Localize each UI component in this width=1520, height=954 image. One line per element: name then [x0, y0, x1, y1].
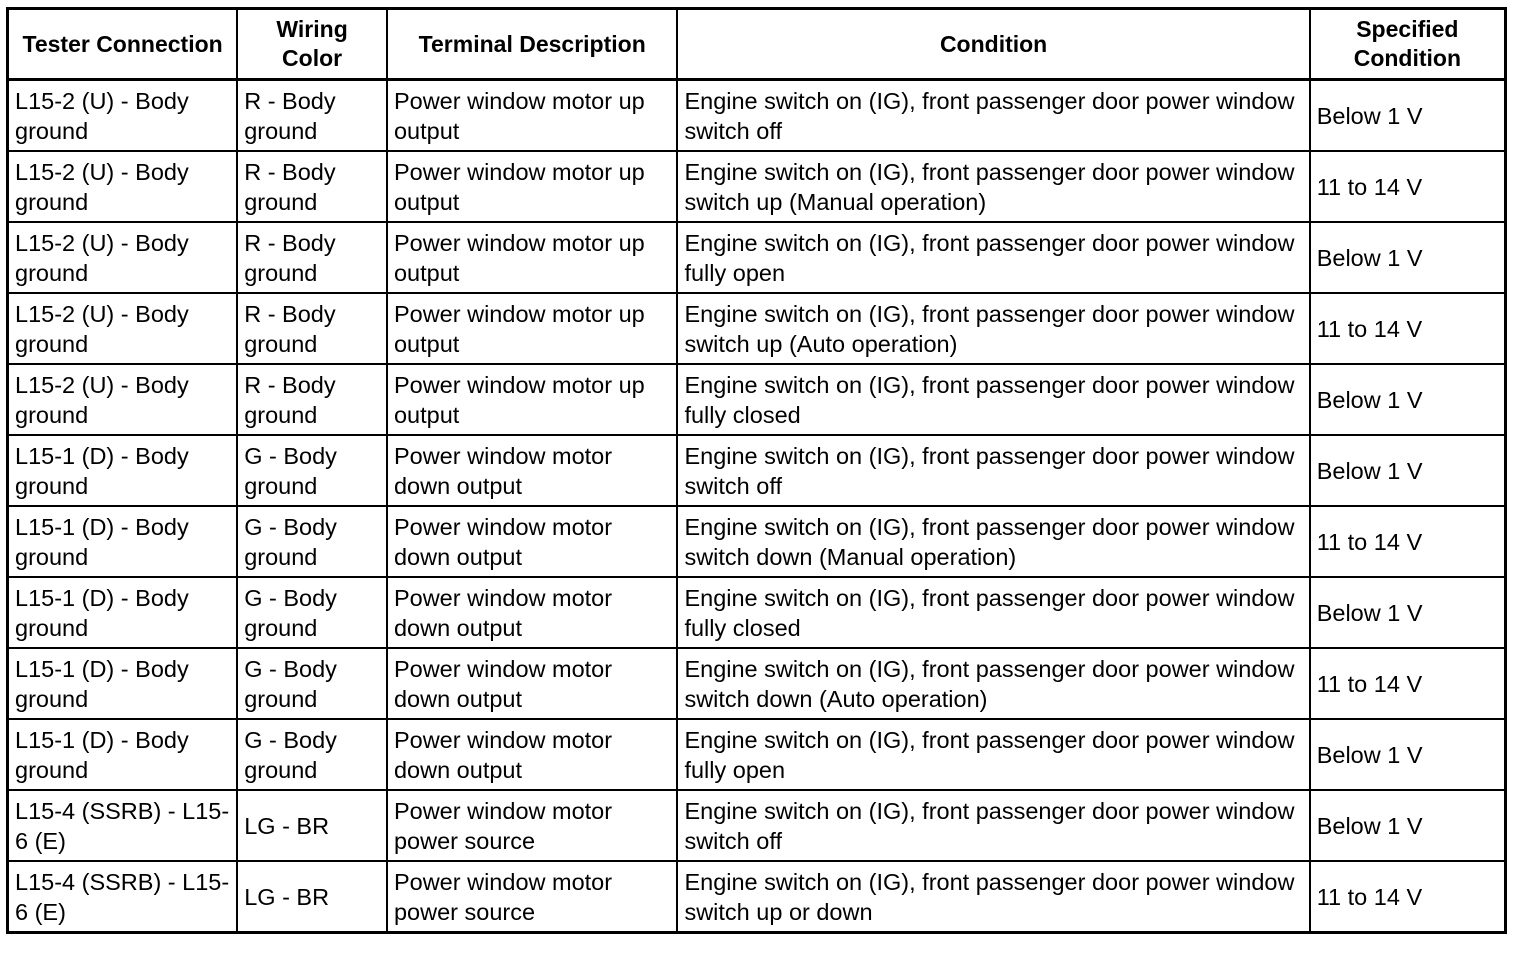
table-header-row [8, 9, 1506, 80]
header-condition: Condition [677, 9, 1309, 80]
cell-terminal-description: Power window motor up output [387, 293, 677, 364]
cell-tester-connection: L15-1 (D) - Body ground [8, 648, 238, 719]
cell-terminal-description: Power window motor down output [387, 506, 677, 577]
table-row [8, 435, 1506, 506]
cell-condition: Engine switch on (IG), front passenger door power window fully open [677, 222, 1309, 293]
cell-wiring-color: G - Body ground [237, 506, 387, 577]
header-tester-connection: Tester Connection [8, 9, 238, 80]
cell-wiring-color: R - Body ground [237, 151, 387, 222]
table-body [8, 80, 1506, 933]
cell-condition: Engine switch on (IG), front passenger door power window switch down (Manual operation) [677, 506, 1309, 577]
cell-specified-condition: 11 to 14 V [1310, 648, 1506, 719]
cell-terminal-description: Power window motor down output [387, 577, 677, 648]
table-row [8, 80, 1506, 152]
cell-wiring-color: LG - BR [237, 790, 387, 861]
cell-wiring-color: R - Body ground [237, 80, 387, 152]
cell-terminal-description: Power window motor power source [387, 790, 677, 861]
table-row [8, 648, 1506, 719]
cell-terminal-description: Power window motor down output [387, 435, 677, 506]
table-row [8, 577, 1506, 648]
cell-tester-connection: L15-1 (D) - Body ground [8, 719, 238, 790]
cell-tester-connection: L15-2 (U) - Body ground [8, 80, 238, 152]
cell-specified-condition: Below 1 V [1310, 719, 1506, 790]
table-row [8, 222, 1506, 293]
cell-specified-condition: 11 to 14 V [1310, 293, 1506, 364]
cell-specified-condition: Below 1 V [1310, 790, 1506, 861]
cell-condition: Engine switch on (IG), front passenger door power window fully closed [677, 364, 1309, 435]
cell-condition: Engine switch on (IG), front passenger door power window switch off [677, 790, 1309, 861]
cell-tester-connection: L15-2 (U) - Body ground [8, 222, 238, 293]
cell-condition: Engine switch on (IG), front passenger door power window switch up (Manual operation) [677, 151, 1309, 222]
cell-terminal-description: Power window motor up output [387, 80, 677, 152]
cell-wiring-color: G - Body ground [237, 648, 387, 719]
table-row [8, 151, 1506, 222]
table-row [8, 364, 1506, 435]
specification-table [6, 7, 1507, 934]
header-specified-condition: Specified Condition [1310, 9, 1506, 80]
cell-tester-connection: L15-2 (U) - Body ground [8, 293, 238, 364]
cell-condition: Engine switch on (IG), front passenger door power window switch up or down [677, 861, 1309, 933]
cell-terminal-description: Power window motor up output [387, 222, 677, 293]
cell-wiring-color: R - Body ground [237, 364, 387, 435]
table-row [8, 506, 1506, 577]
cell-tester-connection: L15-1 (D) - Body ground [8, 435, 238, 506]
header-wiring-color: Wiring Color [237, 9, 387, 80]
cell-wiring-color: G - Body ground [237, 577, 387, 648]
table-row [8, 719, 1506, 790]
cell-terminal-description: Power window motor power source [387, 861, 677, 933]
cell-condition: Engine switch on (IG), front passenger door power window switch off [677, 435, 1309, 506]
cell-specified-condition: Below 1 V [1310, 364, 1506, 435]
cell-tester-connection: L15-4 (SSRB) - L15-6 (E) [8, 861, 238, 933]
cell-condition: Engine switch on (IG), front passenger door power window switch off [677, 80, 1309, 152]
cell-tester-connection: L15-1 (D) - Body ground [8, 506, 238, 577]
cell-condition: Engine switch on (IG), front passenger door power window switch up (Auto operation) [677, 293, 1309, 364]
cell-terminal-description: Power window motor up output [387, 364, 677, 435]
cell-wiring-color: G - Body ground [237, 719, 387, 790]
cell-wiring-color: G - Body ground [237, 435, 387, 506]
table-row [8, 861, 1506, 933]
cell-tester-connection: L15-2 (U) - Body ground [8, 151, 238, 222]
cell-wiring-color: R - Body ground [237, 293, 387, 364]
cell-tester-connection: L15-2 (U) - Body ground [8, 364, 238, 435]
cell-terminal-description: Power window motor up output [387, 151, 677, 222]
table-row [8, 293, 1506, 364]
cell-condition: Engine switch on (IG), front passenger door power window switch down (Auto operation) [677, 648, 1309, 719]
cell-terminal-description: Power window motor down output [387, 719, 677, 790]
cell-specified-condition: 11 to 14 V [1310, 861, 1506, 933]
cell-specified-condition: Below 1 V [1310, 80, 1506, 152]
cell-wiring-color: LG - BR [237, 861, 387, 933]
cell-tester-connection: L15-4 (SSRB) - L15-6 (E) [8, 790, 238, 861]
cell-wiring-color: R - Body ground [237, 222, 387, 293]
cell-specified-condition: Below 1 V [1310, 435, 1506, 506]
cell-specified-condition: Below 1 V [1310, 222, 1506, 293]
cell-terminal-description: Power window motor down output [387, 648, 677, 719]
cell-condition: Engine switch on (IG), front passenger door power window fully open [677, 719, 1309, 790]
cell-specified-condition: 11 to 14 V [1310, 506, 1506, 577]
cell-condition: Engine switch on (IG), front passenger door power window fully closed [677, 577, 1309, 648]
cell-tester-connection: L15-1 (D) - Body ground [8, 577, 238, 648]
table-row [8, 790, 1506, 861]
header-terminal-description: Terminal Description [387, 9, 677, 80]
cell-specified-condition: Below 1 V [1310, 577, 1506, 648]
cell-specified-condition: 11 to 14 V [1310, 151, 1506, 222]
